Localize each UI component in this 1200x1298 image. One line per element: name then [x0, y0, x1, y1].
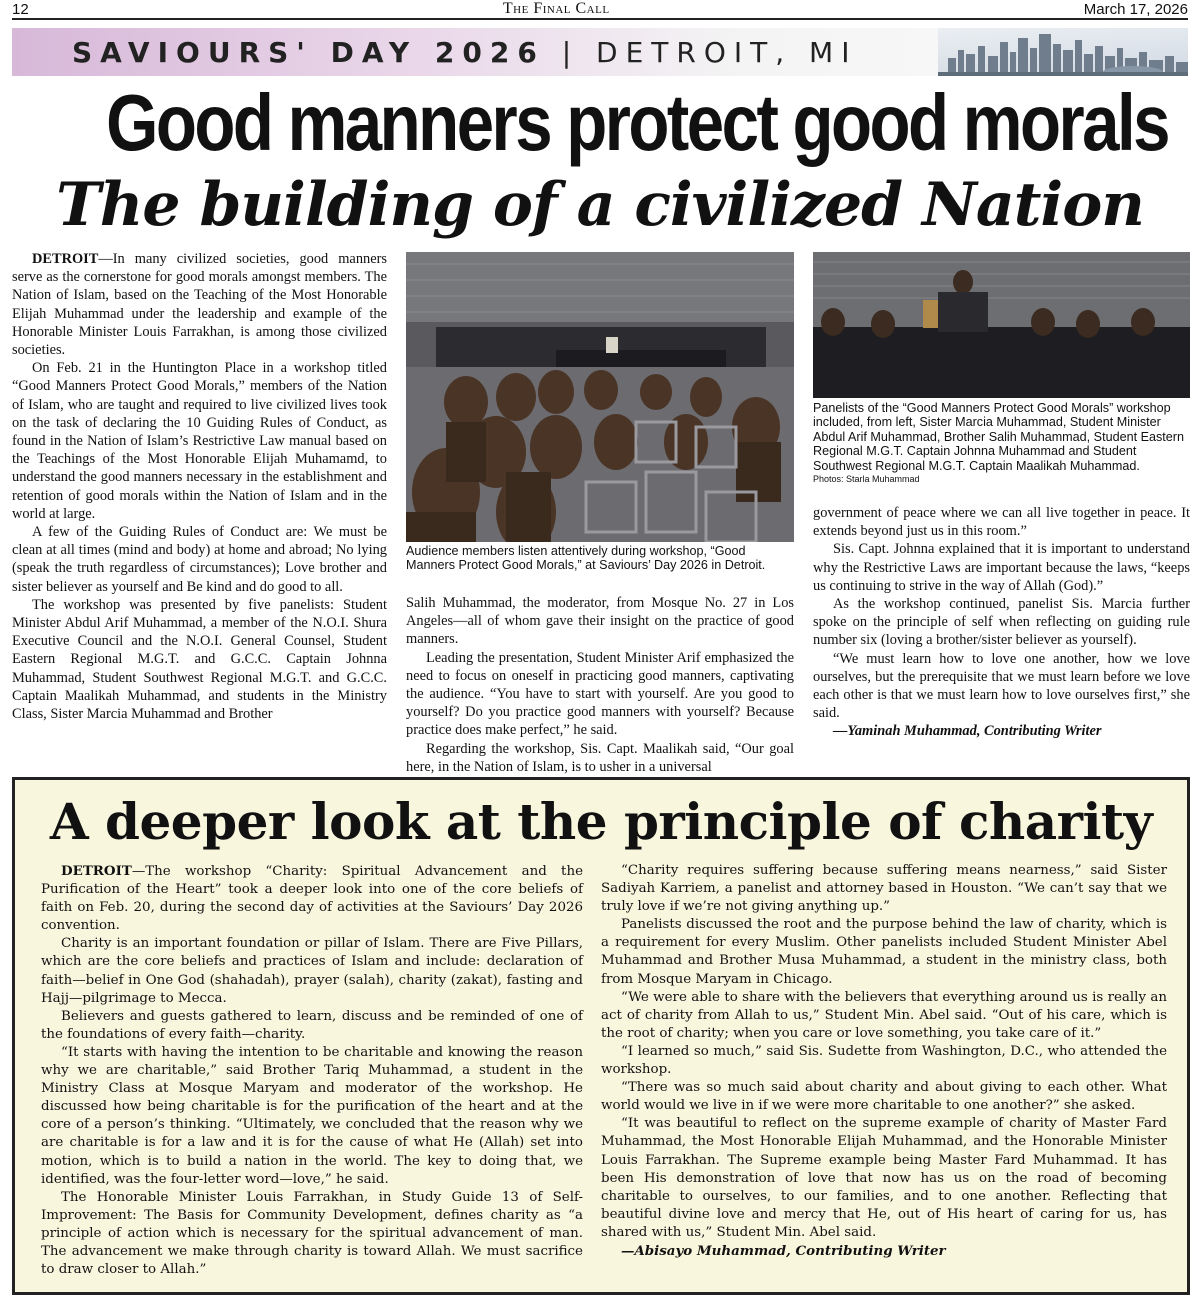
article2-paragraph: “I learned so much,” said Sis. Sudette from Washington, D.C., who attended the workshop. — [601, 1043, 1167, 1078]
article2-paragraph: The Honorable Minister Louis Farrakhan, in Study Guide 13 of Self-Improvement: The Basis for Community Development, defines charity as “a principle of action which is necessary for the spiritual advancement of man. The advancement we make through charity is toward Allah. We must sacrifice to draw closer to Allah.” — [41, 1189, 583, 1278]
article1-paragraph: On Feb. 21 in the Huntington Place in a workshop titled “Good Manners Protect Good Morals,” members of the Nation of Islam, who are taught and required to live civilized lives took on the task of declaring the 10 Guiding Rules of Conduct, as found in the Nation of Islam’s Restrictive Law manual based on the Teachings of the Most Honorable Elijah Muhamamd, to understand the good manners necessary in the establishment and retention of good morals within the Nation of Islam and in the world at large. — [12, 360, 387, 522]
article2-column-1 — [41, 862, 583, 1279]
panelists-photo-caption — [813, 401, 1190, 485]
publication-name: The Final Call — [502, 0, 610, 17]
article2-paragraph: “Charity requires suffering because suffering means nearness,” said Sister Sadiyah Karriem, a panelist and attorney based in Houston. “We can’t say that we truly love if we’re not giving anything up.” — [601, 863, 1167, 915]
article2-paragraph: “There was so much said about charity and about giving to each other. What world would we live in if we were more charitable to one another?” she asked. — [601, 1080, 1167, 1114]
article1-paragraph: Regarding the workshop, Sis. Capt. Maalikah said, “Our goal here, in the Nation of Islam, is to usher in a universal — [406, 740, 794, 775]
article2-byline: —Abisayo Muhammad, Contributing Writer — [621, 1242, 946, 1259]
section-banner — [12, 28, 1188, 76]
article2-paragraph: “It was beautiful to reflect on the supreme example of charity of Master Fard Muhammad, the Most Honorable Elijah Muhammad, and the Honorable Minister Louis Farrakhan. The Supreme example being Master Fard Muhammad. It has been His demonstration of love that now has us on the road of becoming charitable to ourselves, to our families, and to one another. Reflecting that beautiful divine love and mercy that He, out of His heart of caring for us, has shared with us,” Student Min. Abel said. — [601, 1116, 1167, 1240]
issue-date: March 17, 2026 — [1083, 0, 1188, 18]
article1-paragraph: government of peace where we can all live together in peace. It extends beyond just us in this room.” — [813, 505, 1190, 540]
panelists-caption-text: Panelists of the “Good Manners Protect Good Morals” workshop included, from left, Sister Marcia Muhammad, Student Minister Abdul Arif Muhammad, Brother Salih Muhammad, Student Eastern Regional M.G.T. Captain Johnna Muhammad and Student Southwest Regional M.G.T. Captain Maalikah Muhammad. — [813, 401, 1184, 473]
panelists-photo — [813, 252, 1190, 398]
article2-paragraph: DETROIT—The workshop “Charity: Spiritual Advancement and the Purification of the Heart” took a deeper look into one of the core beliefs of faith on Feb. 20, during the second day of activities at the Saviours’ Day 2026 convention. — [41, 863, 583, 934]
article2-paragraph: Believers and guests gathered to learn, discuss and be reminded of one of the foundations of every faith—charity. — [41, 1008, 583, 1042]
article1-dateline: DETROIT — [32, 251, 99, 267]
article2-paragraph: Panelists discussed the root and the purpose behind the law of charity, which is a requirement for every Muslim. Other panelists included Student Minister Abel Muhammad and Brother Musa Muhammad, a student in the ministry class, both from Mosque Maryam in Chicago. — [601, 917, 1167, 987]
article1-paragraph: Leading the presentation, Student Minister Arif emphasized the need to focus on oneself in practicing good manners, captivating the audience. “You have to start with yourself. Are you good to yourself? Do you practice good manners with yourself? Because practice does make perfect,” he said. — [406, 649, 794, 739]
article1-paragraph: Salih Muhammad, the moderator, from Mosque No. 27 in Los Angeles—all of whom gave their insight on the practice of good manners. — [406, 595, 794, 648]
article2-column-2 — [601, 862, 1167, 1260]
article2-paragraph: “We were able to share with the believers that everything around us is really an act of charity from Allah to us,” Student Min. Abel said. “Out of his care, which is the root of charity; when you care or love something, you take care of it.” — [601, 989, 1167, 1041]
banner-text — [72, 36, 857, 69]
article1-byline: —Yaminah Muhammad, Contributing Writer — [833, 723, 1102, 740]
article1-paragraph: The workshop was presented by five panelists: Student Minister Abdul Arif Muhammad, a member of the N.O.I. Shura Executive Council and the N.O.I. General Counsel, Student Eastern Regional M.G.T. and G.C.C. Captain Johnna Muhammad, Student Southwest Regional M.G.T. and G.C.C. Captain Maalikah Muhammad, and students in the Ministry Class, Sister Marcia Muhammad and Brother — [12, 596, 387, 723]
article1-paragraph: A few of the Guiding Rules of Conduct are: We must be clean at all times (mind and body) at home and abroad; No lying (speak the truth regardless of circumstances); Love brother and sister believer as yourself and Be kind and do good to all. — [12, 524, 387, 595]
article1-paragraph: As the workshop continued, panelist Sis. Marcia further spoke on the principle of self when reflecting on guiding rule number six (loving a brother/sister believer as yourself). — [813, 596, 1190, 649]
charity-article-title: A deeper look at the principle of charity — [49, 792, 1153, 851]
article2-dateline: DETROIT — [61, 863, 132, 879]
banner-event: SAVIOURS' DAY 2026 — [72, 35, 545, 69]
audience-photo — [406, 252, 794, 542]
detroit-skyline-image — [938, 28, 1188, 76]
sub-headline: The building of a civilized Nation — [56, 170, 1144, 240]
article1-column-3 — [813, 504, 1190, 741]
article1-column-1 — [12, 250, 387, 723]
page-number: 12 — [12, 0, 29, 18]
article1-paragraph: DETROIT—In many civilized societies, good manners serve as the cornerstone for good morals amongst members. The Nation of Islam, based on the Teaching of the Most Honorable Elijah Muhammad under the leadership and example of the Honorable Minister Louis Farrakhan, is among those civilized societies. — [12, 251, 387, 359]
banner-separator: | — [561, 35, 580, 69]
audience-photo-caption: Audience members listen attentively during workshop, “Good Manners Protect Good Morals,” at Saviours’ Day 2026 in Detroit. — [406, 544, 766, 573]
banner-location: DETROIT, MI — [596, 35, 858, 69]
article1-column-2 — [406, 594, 794, 776]
article2-paragraph: “It starts with having the intention to be charitable and knowing the reason why we are charitable,” said Brother Tariq Muhammad, a student in the Ministry Class at Mosque Maryam and moderator of the workshop. He discussed how being charitable is for the purification of the heart and at the core of a person’s thinking. “Ultimately, we concluded that the reason why we are charitable is for a law and it is for the cause of what He (Allah) set into motion, which is to build a nation in the world. The key to doing that, we identified, was the four-letter word—love,” he said. — [41, 1044, 583, 1187]
running-head — [12, 0, 1188, 20]
article1-paragraph: “We must learn how to love one another, how we love ourselves, but the prerequisite that we must learn before we love each other is that we must learn how to love ourselves first,” she said. — [813, 650, 1190, 722]
article1-paragraph: Sis. Capt. Johnna explained that it is important to understand why the Restrictive Laws are important because the laws, “keeps us continuing to strive in the way of Allah (God).” — [813, 541, 1190, 594]
article2-paragraph: Charity is an important foundation or pillar of Islam. There are Five Pillars, which are the core beliefs and practices of Islam and include: declaration of faith—belief in One God (shahadah), prayer (salah), charity (zakat), fasting and Hajj—pilgrimage to Mecca. — [41, 936, 583, 1006]
main-headline: Good manners protect good morals — [106, 78, 1168, 167]
photo-credit: Photos: Starla Muhammad — [813, 474, 920, 485]
charity-article-box — [12, 777, 1190, 1295]
